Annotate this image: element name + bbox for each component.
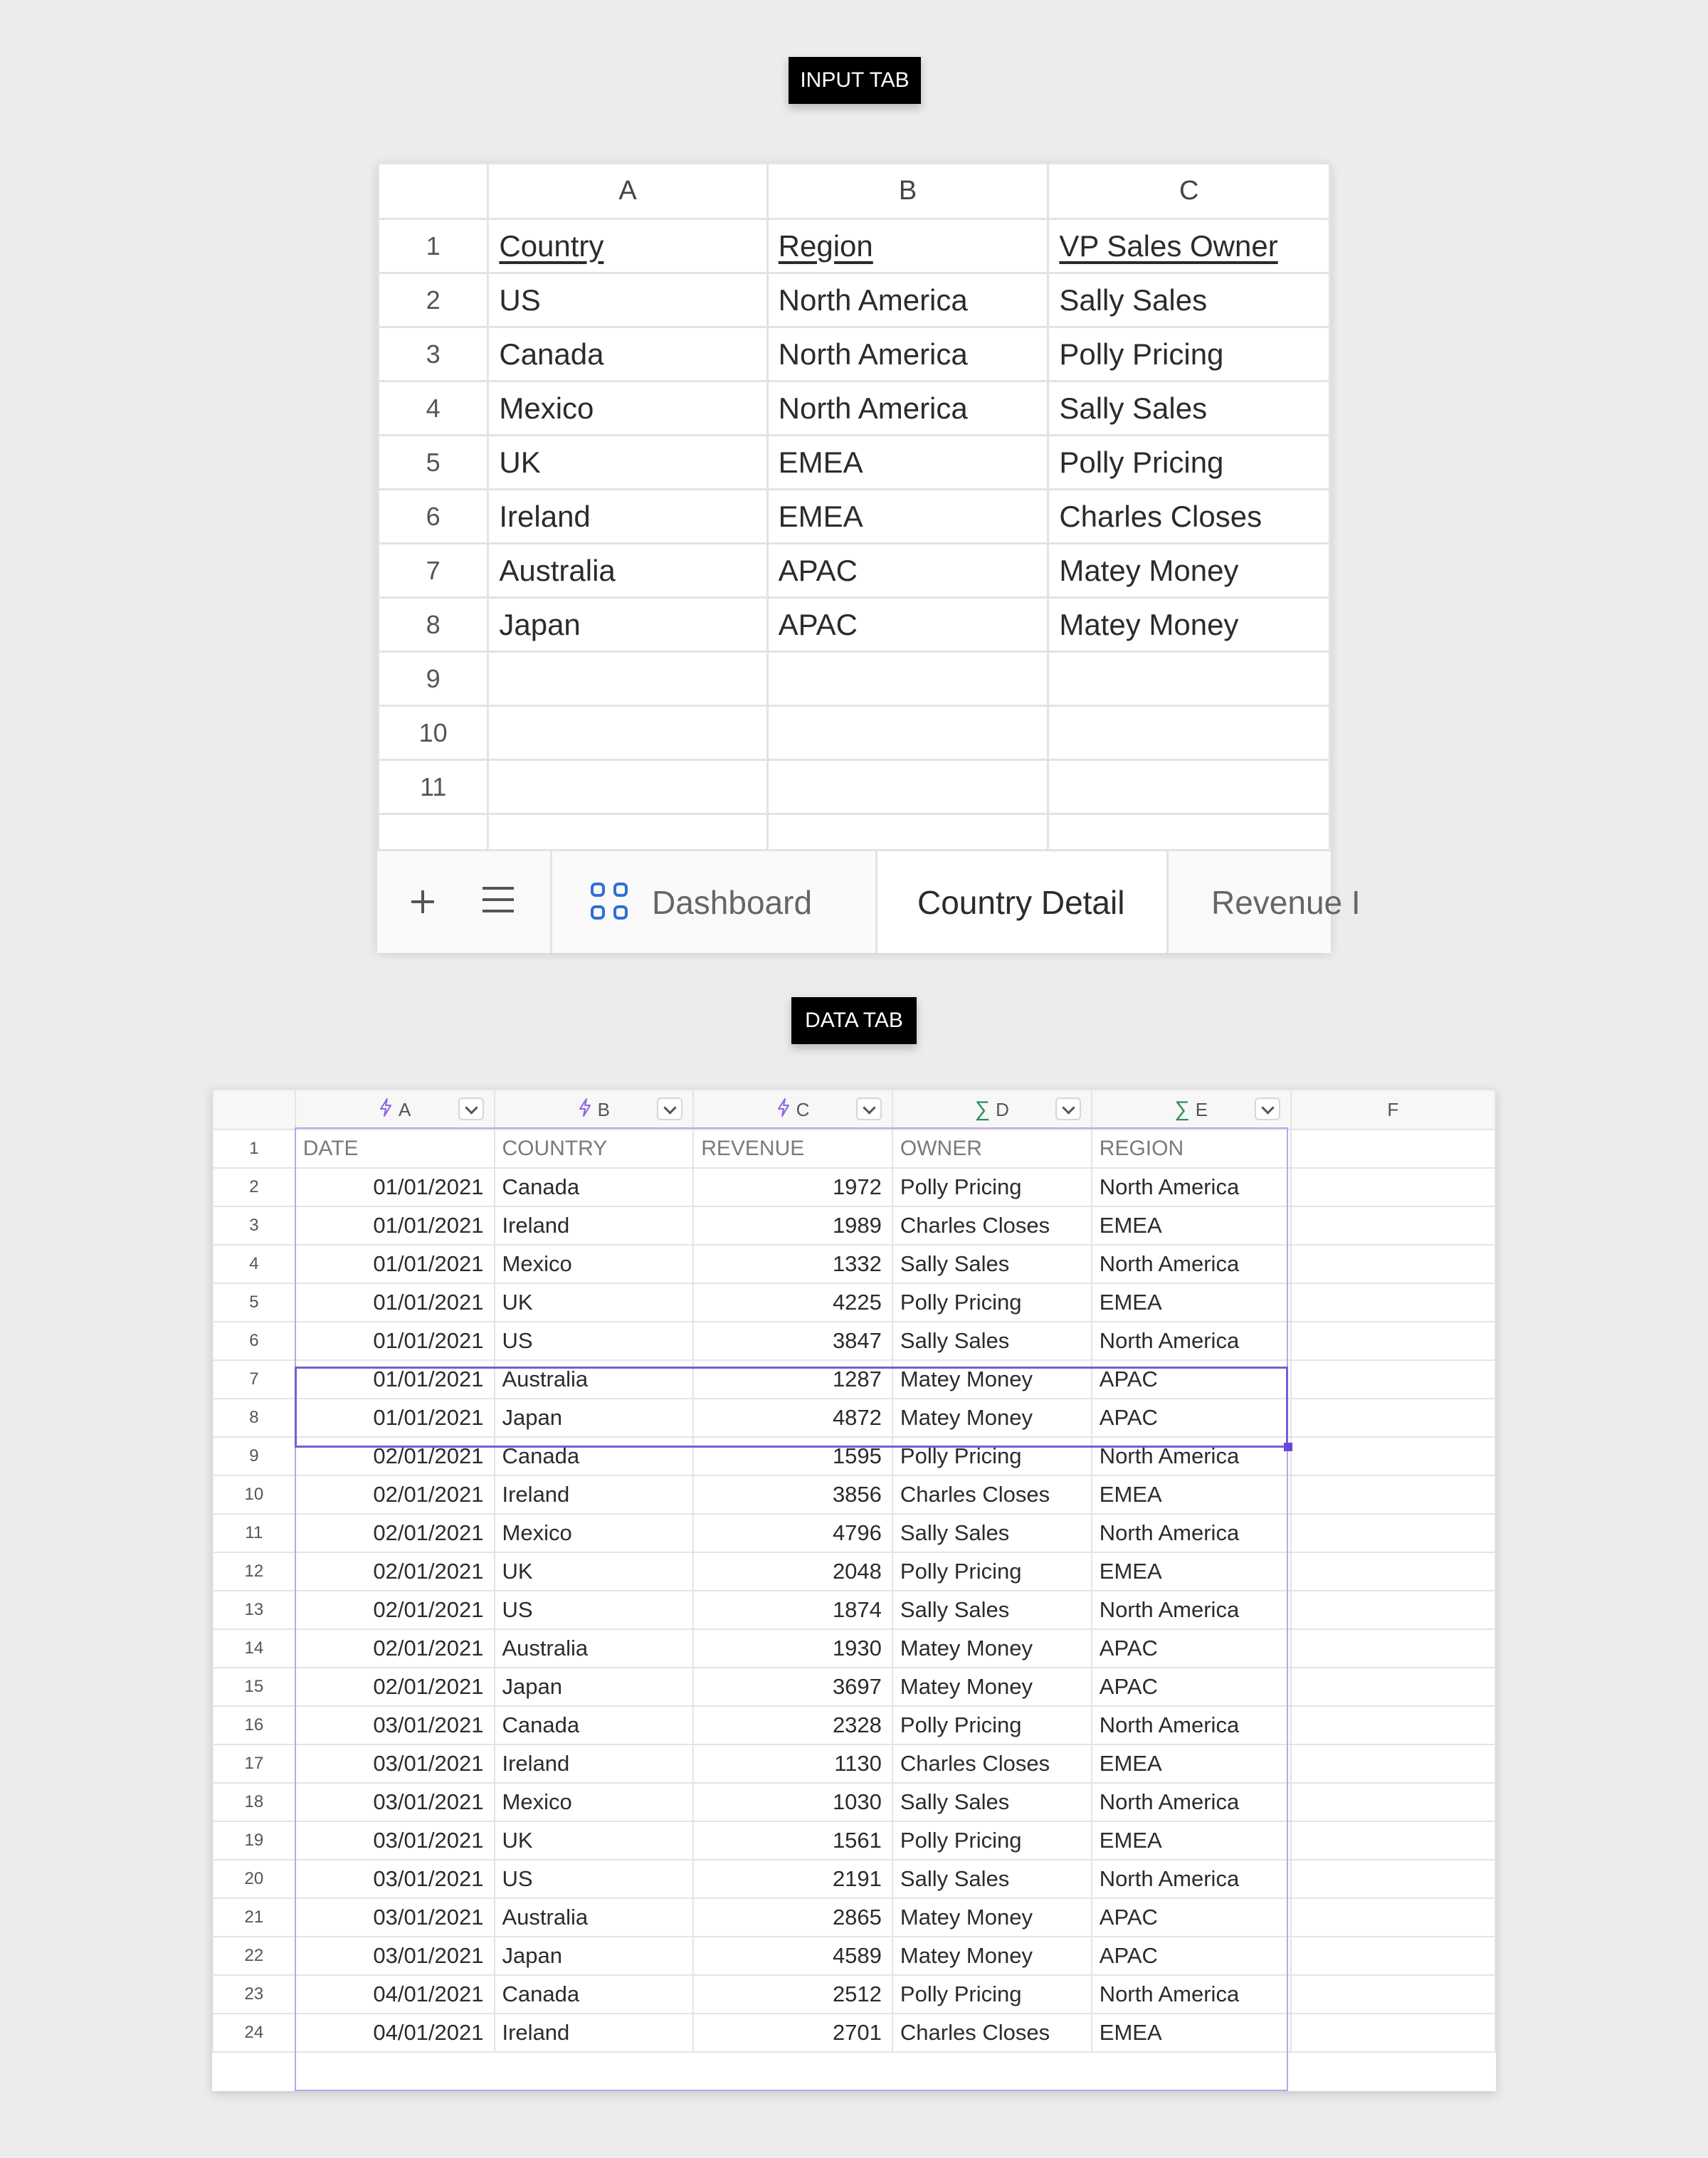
cell[interactable]: UK [488, 436, 767, 490]
cell[interactable]: North America [1092, 1437, 1291, 1475]
column-header-d[interactable] [892, 1090, 1092, 1130]
data-tab-label: DATA TAB [791, 997, 917, 1044]
cell[interactable]: Polly Pricing [892, 1168, 1092, 1206]
column-letter: B [597, 1098, 611, 1120]
cell[interactable]: VP Sales Owner [1048, 219, 1330, 273]
cell[interactable]: North America [767, 273, 1048, 327]
cell[interactable]: Sally Sales [892, 1514, 1092, 1552]
table-row [213, 1399, 1495, 1437]
cell[interactable]: COUNTRY [495, 1130, 694, 1168]
bolt-icon [379, 1098, 393, 1122]
row-number[interactable]: 24 [213, 2014, 295, 2052]
tab-revenue[interactable] [1169, 851, 1382, 953]
cell[interactable]: Charles Closes [892, 1206, 1092, 1245]
cell[interactable]: EMEA [1092, 1475, 1291, 1514]
cell[interactable]: 2701 [693, 2014, 892, 2052]
cell[interactable]: North America [1092, 1322, 1291, 1360]
data-sheet-grid [212, 1089, 1496, 2053]
cell[interactable]: 02/01/2021 [295, 1668, 495, 1706]
bolt-icon [578, 1098, 592, 1122]
cell[interactable]: North America [1092, 1860, 1291, 1898]
table-row [213, 1975, 1495, 2014]
cell[interactable]: Charles Closes [892, 1475, 1092, 1514]
cell[interactable]: North America [1092, 1245, 1291, 1283]
cell[interactable] [1291, 1860, 1495, 1898]
cell[interactable] [1291, 1552, 1495, 1591]
cell[interactable]: EMEA [1092, 1744, 1291, 1783]
table-row [213, 1783, 1495, 1821]
table-row [213, 1437, 1495, 1475]
row-number[interactable]: 14 [213, 1629, 295, 1668]
row-number[interactable]: 13 [213, 1591, 295, 1629]
cell[interactable]: Matey Money [892, 1898, 1092, 1937]
table-row [379, 598, 1330, 652]
column-header-e[interactable] [1092, 1090, 1291, 1130]
cell[interactable]: APAC [1092, 1629, 1291, 1668]
cell[interactable]: EMEA [1092, 1552, 1291, 1591]
row-number[interactable]: 5 [379, 436, 488, 490]
cell[interactable]: Region [767, 219, 1048, 273]
cell[interactable]: 01/01/2021 [295, 1283, 495, 1322]
column-header-a[interactable]: A [488, 164, 767, 219]
tab-dashboard-label: Dashboard [652, 883, 813, 921]
cell[interactable]: Canada [495, 1168, 694, 1206]
cell[interactable]: Polly Pricing [892, 1437, 1092, 1475]
cell[interactable]: Sally Sales [1048, 381, 1330, 436]
sheets-menu-button[interactable] [483, 887, 514, 914]
cell[interactable]: 1561 [693, 1821, 892, 1860]
column-header-c[interactable] [693, 1090, 892, 1130]
cell[interactable]: 1595 [693, 1437, 892, 1475]
dashboard-grid-icon [591, 883, 631, 922]
cell[interactable]: North America [1092, 1783, 1291, 1821]
column-header-row [213, 1090, 1495, 1130]
table-row [379, 490, 1330, 544]
cell[interactable]: US [495, 1591, 694, 1629]
cell[interactable]: Mexico [495, 1514, 694, 1552]
cell[interactable]: 2865 [693, 1898, 892, 1937]
cell[interactable]: Canada [488, 327, 767, 381]
cell[interactable]: Sally Sales [892, 1245, 1092, 1283]
cell[interactable]: Japan [488, 598, 767, 652]
cell[interactable] [1291, 1668, 1495, 1706]
cell[interactable] [1291, 1130, 1495, 1168]
table-row [213, 1245, 1495, 1283]
row-number[interactable]: 6 [379, 490, 488, 544]
cell[interactable] [1291, 1283, 1495, 1322]
cell[interactable]: Polly Pricing [892, 1706, 1092, 1744]
cell[interactable]: 1287 [693, 1360, 892, 1399]
table-row [213, 1629, 1495, 1668]
cell[interactable]: North America [1092, 1706, 1291, 1744]
row-number[interactable]: 9 [379, 652, 488, 706]
cell[interactable] [1048, 760, 1330, 814]
bolt-icon [776, 1098, 791, 1122]
cell[interactable]: 01/01/2021 [295, 1399, 495, 1437]
row-number[interactable]: 20 [213, 1860, 295, 1898]
tab-country-detail[interactable] [877, 851, 1166, 953]
row-number[interactable]: 12 [213, 1552, 295, 1591]
cell[interactable] [488, 652, 767, 706]
table-row [213, 1360, 1495, 1399]
table-row [213, 1898, 1495, 1937]
cell[interactable]: 2191 [693, 1860, 892, 1898]
cell[interactable]: Polly Pricing [892, 1821, 1092, 1860]
cell[interactable]: Australia [488, 544, 767, 598]
table-row [213, 1283, 1495, 1322]
cell[interactable]: 1989 [693, 1206, 892, 1245]
cell[interactable]: APAC [767, 598, 1048, 652]
cell[interactable]: 1874 [693, 1591, 892, 1629]
table-row [379, 219, 1330, 273]
row-number[interactable]: 2 [213, 1168, 295, 1206]
cell[interactable]: Charles Closes [892, 1744, 1092, 1783]
cell[interactable]: 1030 [693, 1783, 892, 1821]
cell[interactable]: REGION [1092, 1130, 1291, 1168]
column-header-b[interactable] [495, 1090, 694, 1130]
cell[interactable]: Matey Money [892, 1360, 1092, 1399]
cell[interactable] [1291, 1437, 1495, 1475]
cell[interactable]: Mexico [495, 1783, 694, 1821]
table-row [213, 1668, 1495, 1706]
cell[interactable]: Charles Closes [1048, 490, 1330, 544]
cell[interactable]: 02/01/2021 [295, 1629, 495, 1668]
row-number[interactable]: 8 [213, 1399, 295, 1437]
cell[interactable]: Polly Pricing [892, 1283, 1092, 1322]
cell[interactable]: 04/01/2021 [295, 2014, 495, 2052]
table-row [379, 652, 1330, 706]
cell[interactable]: 3697 [693, 1668, 892, 1706]
cell[interactable]: Country [488, 219, 767, 273]
column-header-row [379, 164, 1330, 219]
cell[interactable]: Polly Pricing [892, 1975, 1092, 2014]
cell[interactable]: 03/01/2021 [295, 1860, 495, 1898]
column-dropdown-icon[interactable] [1255, 1098, 1280, 1120]
row-number[interactable]: 19 [213, 1821, 295, 1860]
cell[interactable]: Australia [495, 1360, 694, 1399]
cell[interactable] [1291, 2014, 1495, 2052]
sheet-tab-bar [377, 849, 1361, 953]
table-row [213, 1860, 1495, 1898]
cell[interactable]: Japan [495, 1399, 694, 1437]
cell[interactable] [1291, 1629, 1495, 1668]
row-number[interactable]: 15 [213, 1668, 295, 1706]
cell[interactable] [1048, 652, 1330, 706]
cell[interactable]: 03/01/2021 [295, 1821, 495, 1860]
cell[interactable]: Ireland [495, 1475, 694, 1514]
table-row [213, 1552, 1495, 1591]
cell[interactable]: Mexico [488, 381, 767, 436]
cell[interactable] [1291, 1591, 1495, 1629]
data-sheet [212, 1089, 1496, 2091]
column-dropdown-icon[interactable] [1055, 1098, 1081, 1120]
cell[interactable]: APAC [1092, 1937, 1291, 1975]
cell[interactable]: UK [495, 1821, 694, 1860]
cell[interactable]: EMEA [1092, 1206, 1291, 1245]
cell[interactable]: North America [1092, 1591, 1291, 1629]
cell[interactable] [1291, 1206, 1495, 1245]
cell[interactable] [1291, 1744, 1495, 1783]
table-row [213, 2014, 1495, 2052]
cell[interactable]: 1130 [693, 1744, 892, 1783]
row-number[interactable]: 7 [213, 1360, 295, 1399]
row-number[interactable]: 4 [213, 1245, 295, 1283]
table-row [379, 706, 1330, 760]
cell[interactable]: Matey Money [892, 1937, 1092, 1975]
cell[interactable] [1291, 1475, 1495, 1514]
table-row [213, 1514, 1495, 1552]
cell[interactable]: Sally Sales [892, 1860, 1092, 1898]
cell[interactable]: 02/01/2021 [295, 1552, 495, 1591]
cell[interactable]: Australia [495, 1629, 694, 1668]
cell[interactable]: US [488, 273, 767, 327]
cell[interactable]: 03/01/2021 [295, 1937, 495, 1975]
row-number[interactable]: 10 [379, 706, 488, 760]
row-number[interactable]: 17 [213, 1744, 295, 1783]
cell[interactable] [1291, 1168, 1495, 1206]
cell[interactable]: Sally Sales [892, 1591, 1092, 1629]
cell[interactable]: 02/01/2021 [295, 1475, 495, 1514]
cell[interactable] [1291, 1514, 1495, 1552]
cell[interactable] [1291, 1399, 1495, 1437]
cell[interactable]: 1972 [693, 1168, 892, 1206]
cell[interactable] [1291, 1821, 1495, 1860]
row-number[interactable]: 11 [379, 760, 488, 814]
cell[interactable]: Mexico [495, 1245, 694, 1283]
table-row [379, 381, 1330, 436]
cell[interactable]: APAC [1092, 1360, 1291, 1399]
cell[interactable]: EMEA [1092, 2014, 1291, 2052]
tab-country-detail-label: Country Detail [917, 883, 1125, 921]
row-number[interactable]: 16 [213, 1706, 295, 1744]
column-letter: E [1195, 1098, 1208, 1120]
cell[interactable]: Sally Sales [892, 1783, 1092, 1821]
cell[interactable] [1291, 1245, 1495, 1283]
cell[interactable]: 3847 [693, 1322, 892, 1360]
cell[interactable]: 04/01/2021 [295, 1975, 495, 2014]
cell[interactable]: OWNER [892, 1130, 1092, 1168]
cell[interactable]: 03/01/2021 [295, 1783, 495, 1821]
cell[interactable] [1291, 1975, 1495, 2014]
cell[interactable]: Canada [495, 1437, 694, 1475]
cell[interactable]: North America [1092, 1514, 1291, 1552]
table-row [379, 544, 1330, 598]
cell[interactable]: Matey Money [1048, 544, 1330, 598]
tab-revenue-label: Revenue I [1211, 883, 1361, 921]
cell[interactable] [488, 760, 767, 814]
table-row [213, 1206, 1495, 1245]
select-all-corner[interactable] [379, 164, 488, 219]
row-number[interactable]: 1 [379, 219, 488, 273]
row-number[interactable]: 4 [379, 381, 488, 436]
cell[interactable] [488, 706, 767, 760]
cell[interactable]: EMEA [767, 436, 1048, 490]
cell[interactable]: 03/01/2021 [295, 1706, 495, 1744]
cell[interactable] [1291, 1783, 1495, 1821]
row-number[interactable]: 10 [213, 1475, 295, 1514]
row-number[interactable]: 18 [213, 1783, 295, 1821]
cell[interactable]: 01/01/2021 [295, 1322, 495, 1360]
cell[interactable]: Sally Sales [1048, 273, 1330, 327]
row-number[interactable]: 3 [379, 327, 488, 381]
input-sheet-grid [377, 162, 1331, 869]
cell[interactable]: 2328 [693, 1706, 892, 1744]
cell[interactable]: Ireland [495, 2014, 694, 2052]
cell[interactable]: APAC [1092, 1668, 1291, 1706]
cell[interactable]: 01/01/2021 [295, 1360, 495, 1399]
cell[interactable]: 1930 [693, 1629, 892, 1668]
sigma-icon: ∑ [1174, 1098, 1190, 1121]
row-number[interactable]: 8 [379, 598, 488, 652]
cell[interactable]: North America [1092, 1168, 1291, 1206]
cell[interactable]: APAC [1092, 1399, 1291, 1437]
cell[interactable]: APAC [1092, 1898, 1291, 1937]
cell[interactable]: Charles Closes [892, 2014, 1092, 2052]
table-row [213, 1744, 1495, 1783]
cell[interactable]: Matey Money [1048, 598, 1330, 652]
cell[interactable]: Ireland [495, 1206, 694, 1245]
cell[interactable]: Canada [495, 1975, 694, 2014]
table-row [213, 1591, 1495, 1629]
cell[interactable]: Matey Money [892, 1668, 1092, 1706]
table-row [213, 1322, 1495, 1360]
cell[interactable]: North America [767, 327, 1048, 381]
cell[interactable]: 2048 [693, 1552, 892, 1591]
cell[interactable] [767, 652, 1048, 706]
cell[interactable]: North America [1092, 1975, 1291, 2014]
row-number[interactable]: 9 [213, 1437, 295, 1475]
cell[interactable]: EMEA [767, 490, 1048, 544]
cell[interactable]: 4872 [693, 1399, 892, 1437]
cell[interactable] [1291, 1360, 1495, 1399]
column-dropdown-icon[interactable] [856, 1098, 882, 1120]
cell[interactable] [1291, 1937, 1495, 1975]
table-row [379, 273, 1330, 327]
add-sheet-button[interactable] [406, 875, 440, 927]
column-header-f[interactable] [1291, 1090, 1495, 1130]
column-letter: A [398, 1098, 411, 1120]
column-letter: C [796, 1098, 810, 1120]
table-row [379, 327, 1330, 381]
row-number[interactable]: 2 [379, 273, 488, 327]
column-header-b[interactable]: B [767, 164, 1048, 219]
cell[interactable] [1291, 1322, 1495, 1360]
cell[interactable]: 02/01/2021 [295, 1437, 495, 1475]
table-row [379, 760, 1330, 814]
column-dropdown-icon[interactable] [458, 1098, 484, 1120]
cell[interactable]: REVENUE [693, 1130, 892, 1168]
row-number[interactable]: 6 [213, 1322, 295, 1360]
select-all-corner[interactable] [213, 1090, 295, 1130]
cell[interactable]: 03/01/2021 [295, 1898, 495, 1937]
cell[interactable]: North America [767, 381, 1048, 436]
cell[interactable]: 02/01/2021 [295, 1591, 495, 1629]
cell[interactable] [767, 760, 1048, 814]
input-sheet [377, 162, 1361, 951]
table-row [213, 1475, 1495, 1514]
row-number[interactable]: 21 [213, 1898, 295, 1937]
cell[interactable]: 4589 [693, 1937, 892, 1975]
cell[interactable]: 3856 [693, 1475, 892, 1514]
cell[interactable]: APAC [767, 544, 1048, 598]
selection-fill-handle[interactable] [1284, 1443, 1292, 1451]
cell[interactable]: Japan [495, 1937, 694, 1975]
input-tab-label: INPUT TAB [789, 57, 921, 104]
table-row [213, 1168, 1495, 1206]
cell[interactable]: 4225 [693, 1283, 892, 1322]
cell[interactable]: Sally Sales [892, 1322, 1092, 1360]
cell[interactable]: 01/01/2021 [295, 1168, 495, 1206]
table-row [213, 1706, 1495, 1744]
cell[interactable] [1291, 1706, 1495, 1744]
cell[interactable]: Japan [495, 1668, 694, 1706]
row-number[interactable]: 5 [213, 1283, 295, 1322]
row-number[interactable]: 22 [213, 1937, 295, 1975]
row-number[interactable]: 11 [213, 1514, 295, 1552]
tab-dashboard[interactable] [552, 851, 875, 953]
cell[interactable]: Polly Pricing [1048, 436, 1330, 490]
cell[interactable]: Australia [495, 1898, 694, 1937]
cell[interactable]: 4796 [693, 1514, 892, 1552]
cell[interactable]: 01/01/2021 [295, 1206, 495, 1245]
cell[interactable]: 02/01/2021 [295, 1514, 495, 1552]
cell[interactable]: 2512 [693, 1975, 892, 2014]
cell[interactable]: 01/01/2021 [295, 1245, 495, 1283]
row-number[interactable]: 1 [213, 1130, 295, 1168]
cell[interactable]: 03/01/2021 [295, 1744, 495, 1783]
column-header-a[interactable] [295, 1090, 495, 1130]
cell[interactable]: UK [495, 1552, 694, 1591]
cell[interactable]: Canada [495, 1706, 694, 1744]
table-row [379, 436, 1330, 490]
cell[interactable]: EMEA [1092, 1283, 1291, 1322]
cell[interactable]: Ireland [495, 1744, 694, 1783]
cell[interactable]: US [495, 1860, 694, 1898]
table-row [213, 1821, 1495, 1860]
row-number[interactable]: 7 [379, 544, 488, 598]
cell[interactable]: US [495, 1322, 694, 1360]
cell[interactable]: 1332 [693, 1245, 892, 1283]
row-number[interactable]: 3 [213, 1206, 295, 1245]
cell[interactable]: Matey Money [892, 1629, 1092, 1668]
cell[interactable] [1048, 706, 1330, 760]
cell[interactable] [767, 706, 1048, 760]
table-row [213, 1130, 1495, 1168]
cell[interactable]: Polly Pricing [1048, 327, 1330, 381]
cell[interactable]: EMEA [1092, 1821, 1291, 1860]
cell[interactable] [1291, 1898, 1495, 1937]
sigma-icon: ∑ [974, 1098, 991, 1121]
cell[interactable]: Ireland [488, 490, 767, 544]
column-dropdown-icon[interactable] [657, 1098, 682, 1120]
cell[interactable]: Matey Money [892, 1399, 1092, 1437]
cell[interactable]: UK [495, 1283, 694, 1322]
column-letter: D [996, 1098, 1009, 1120]
column-header-c[interactable]: C [1048, 164, 1330, 219]
cell[interactable]: Polly Pricing [892, 1552, 1092, 1591]
table-row [213, 1937, 1495, 1975]
row-number[interactable]: 23 [213, 1975, 295, 2014]
cell[interactable]: DATE [295, 1130, 495, 1168]
column-letter: F [1387, 1098, 1399, 1120]
